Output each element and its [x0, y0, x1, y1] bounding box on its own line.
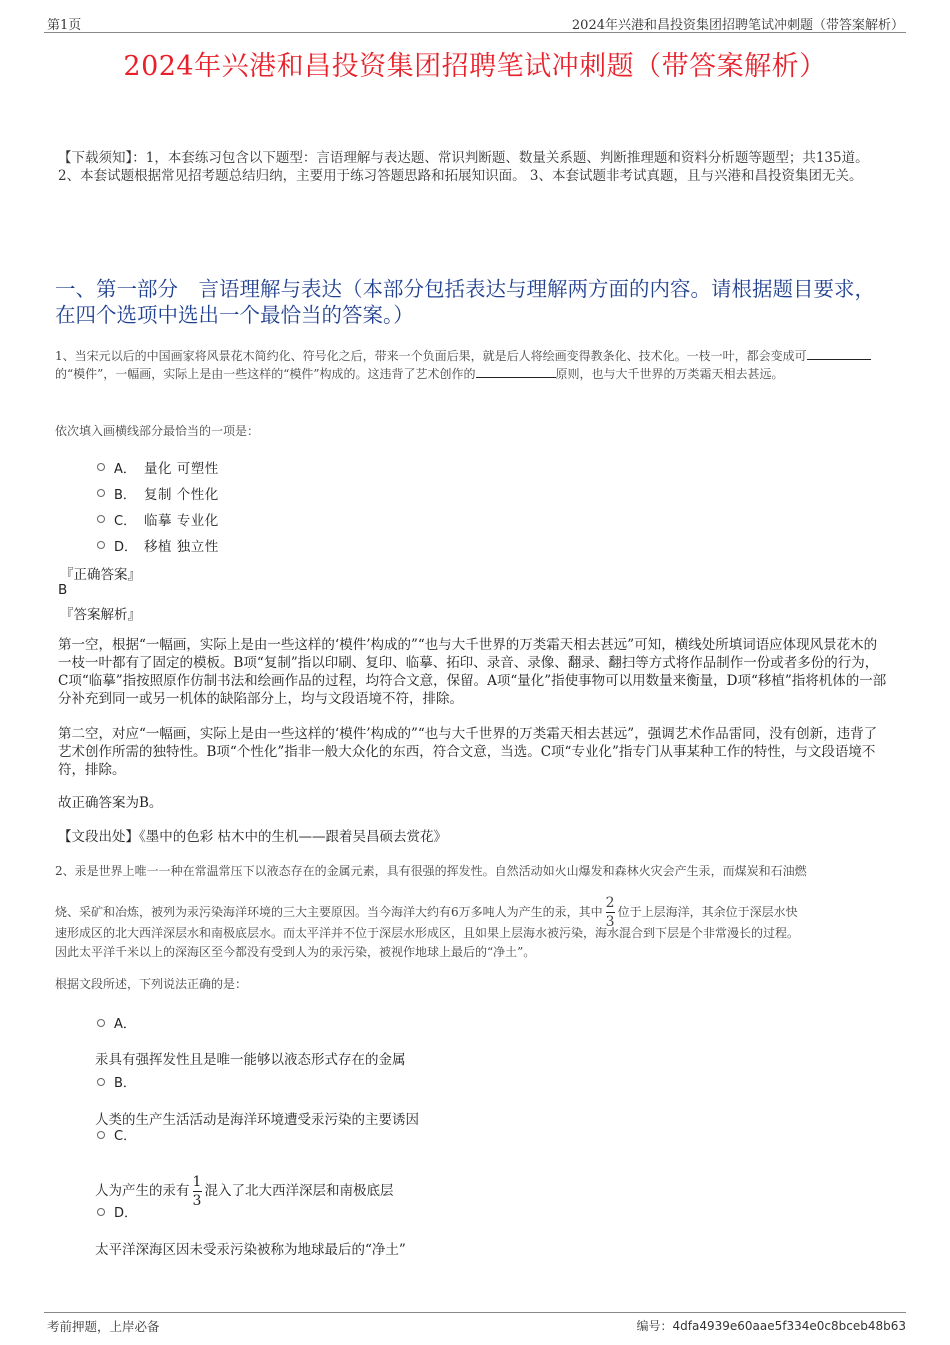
question-2-option-a[interactable]: A．	[97, 1013, 144, 1032]
question-1-text-c: 原则，也与大千世界的万类霜天相去甚远。	[555, 367, 784, 381]
question-1-option-d[interactable]: D． 移植 独立性	[97, 535, 219, 555]
question-2-line-with-fraction	[55, 878, 900, 929]
analysis-conclusion: 故正确答案为B。	[58, 795, 163, 811]
question-1-text-a: 1、当宋元以后的中国画家将风景花木简约化、符号化之后，带来一个负面后果，就是后人将绘画变得教条化、技术化。一枝一叶，都会变成可	[55, 349, 807, 363]
question-2-option-d[interactable]: D．	[97, 1202, 144, 1221]
question-2-option-d-text: 太平洋深海区因未受汞污染被称为地球最后的“净土”	[95, 1242, 406, 1258]
analysis-paragraph-1: 第一空，根据“一幅画，实际上是由一些这样的‘模件’构成的”“也与大千世界的万类霜天相去甚远”可知，横线处所填词语应体现风景花木的一枝一叶都有了固定的模板。B项“复制”指以印刷、复印、临摹、拓印、录音、录像、翻录、翻扫等方式将作品制作一份或者多份的行为，C项“临摹”指按照原作仿制书法和绘画作品的过程，均符合文意，保留。A项“量化”指使事物可以用数量来衡量，D项“移植”指将机体的一部分补充到同一或另一机体的缺陷部分上，均与文段语境不符，排除。	[58, 637, 887, 707]
download-notice: 【下载须知】：1，本套练习包含以下题型：言语理解与表达题、常识判断题、数量关系题、判断推理题和资料分析题等题型；共135道。 2、本套试题根据常见招考题总结归纳，主要用于练习答题思路和拓展知识面。 3、本套试题非考试真题，且与兴港和昌投资集团无关。	[58, 150, 869, 184]
source-citation: 【文段出处】《墨中的色彩 枯木中的生机——跟着吴昌硕去赏花》	[58, 829, 448, 845]
fraction-one-third: $\frac{1}{3}$	[192, 1174, 202, 1209]
question-1-blank-2	[476, 365, 556, 378]
footer-slogan: 考前押题，上岸必备	[47, 1319, 160, 1334]
radio-icon[interactable]	[97, 1208, 105, 1216]
correct-answer-label: 『正确答案』	[60, 567, 141, 583]
question-2-text-a: 2、汞是世界上唯一一种在常温常压下以液态存在的金属元素，具有很强的挥发性。自然活动如火山爆发和森林火灾会产生汞，而煤炭和石油燃	[55, 864, 807, 878]
question-2-text-b1: 烧、采矿和冶炼，被列为汞污染海洋环境的三大主要原因。当今海洋大约有6万多吨人为产生的汞，其中	[55, 905, 603, 919]
analysis-paragraph-2: 第二空，对应“一幅画，实际上是由一些这样的‘模件’构成的”“也与大千世界的万类霜天相去甚远”，强调艺术作品雷同，没有创新，违背了艺术创作所需的独特性。B项“个性化”指非一般大众化的东西，符合文意，当选。C项“专业化”指专门从事某种工作的特性，与文段语境不符，排除。	[58, 726, 878, 778]
page-number: 第1页	[47, 18, 82, 33]
question-1-option-b[interactable]: B． 复制 个性化	[97, 483, 219, 503]
footer-serial: 编号：4dfa4939e60aae5f334e0c8bceb48b63	[636, 1319, 906, 1333]
radio-icon[interactable]	[97, 463, 105, 471]
header-divider	[44, 32, 906, 33]
header-doc-title: 2024年兴港和昌投资集团招聘笔试冲刺题（带答案解析）	[571, 18, 904, 33]
question-2-option-a-text: 汞具有强挥发性且是唯一能够以液态形式存在的金属	[95, 1052, 406, 1068]
radio-icon[interactable]	[97, 1019, 105, 1027]
question-1-blank-1	[807, 347, 871, 360]
radio-icon[interactable]	[97, 1131, 105, 1139]
question-1-text-b: 的“模件”，一幅画，实际上是由一些这样的“模件”构成的。这违背了艺术创作的	[55, 367, 476, 381]
question-1-option-c[interactable]: C． 临摹 专业化	[97, 509, 219, 529]
question-2-text-d: 因此太平洋千米以上的深海区至今都没有受到人为的汞污染，被视作地球上最后的“净土”。	[55, 945, 536, 959]
fraction-two-thirds: $\frac{2}{3}$	[605, 895, 615, 930]
question-1-option-a[interactable]: A． 量化 可塑性	[97, 457, 219, 477]
radio-icon[interactable]	[97, 515, 105, 523]
correct-answer: B	[58, 582, 68, 598]
radio-icon[interactable]	[97, 489, 105, 497]
analysis-label: 『答案解析』	[60, 607, 141, 623]
question-2-option-b-text: 人类的生产生活活动是海洋环境遭受汞污染的主要诱因	[95, 1112, 419, 1128]
question-1-prompt: 依次填入画横线部分最恰当的一项是：	[55, 424, 260, 438]
radio-icon[interactable]	[97, 1078, 105, 1086]
question-2-option-c[interactable]: C．	[97, 1125, 144, 1144]
question-1-stem	[55, 347, 900, 383]
question-2-text-b2: 位于上层海洋，其余位于深层水快	[617, 905, 798, 919]
radio-icon[interactable]	[97, 541, 105, 549]
question-2-option-c-text: 人为产生的汞有 $\frac{1}{3}$ 混入了北大西洋深层和南极底层	[95, 1174, 394, 1209]
question-2-text-c: 速形成区的北大西洋深层水和南极底层水。而太平洋并不位于深层水形成区，且如果上层海水被污染，海水混合到下层是个非常漫长的过程。	[55, 926, 800, 940]
footer-divider	[44, 1312, 906, 1313]
page-title: 2024年兴港和昌投资集团招聘笔试冲刺题（带答案解析）	[123, 51, 827, 82]
section-heading: 一、第一部分 言语理解与表达（本部分包括表达与理解两方面的内容。请根据题目要求，在四个选项中选出一个最恰当的答案。）	[55, 277, 875, 327]
question-2-option-b[interactable]: B．	[97, 1072, 144, 1091]
question-2-prompt: 根据文段所述，下列说法正确的是：	[55, 977, 248, 991]
